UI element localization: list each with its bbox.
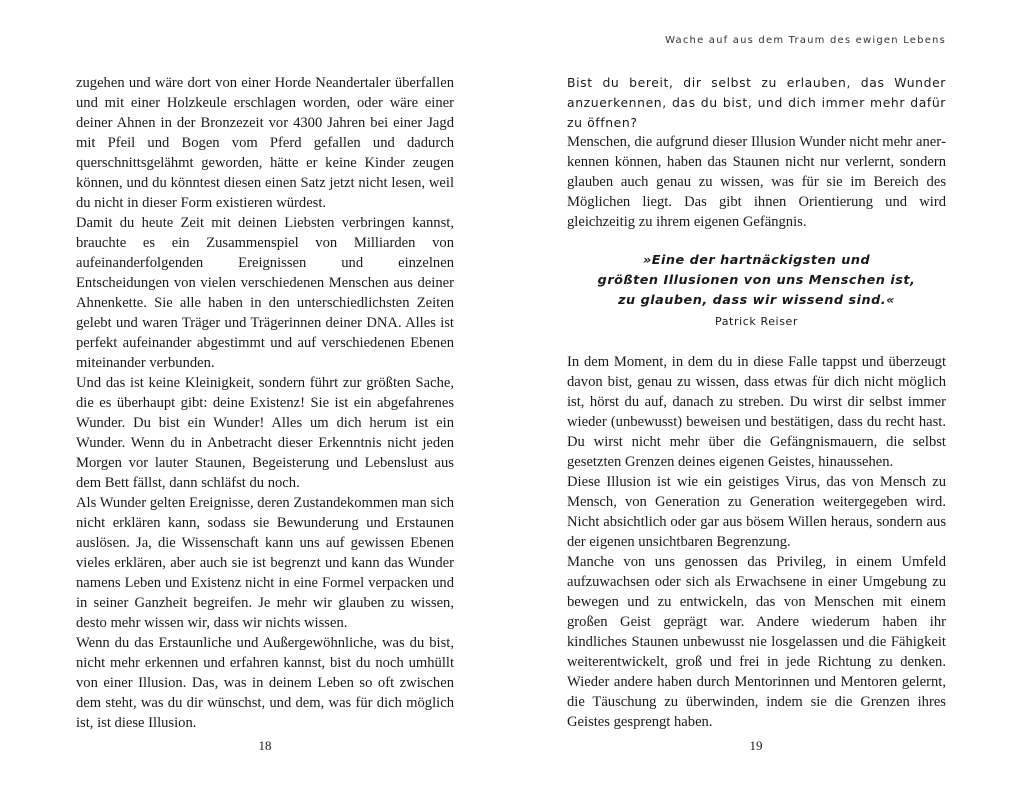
left-paragraph-2: Damit du heute Zeit mit deinen Liebsten verbringen kannst, brauchte es ein Zusammenspiel von Milliarden von aufeinanderfolgenden Ereignissen und einzelnen Entscheidungen von vielen verschiedenen Menschen aus deiner Ahnenkette. Sie alle haben in den unterschiedlichsten Zeiten gelebt und waren Träger und Trägerinnen deiner DNA. Alles ist perfekt aufeinander abgestimmt und auf verschiedenen Ebenen miteinander verbunden.	[76, 215, 454, 371]
left-page-body	[76, 73, 454, 733]
pull-quote	[567, 251, 946, 332]
right-page-number: 19	[749, 738, 763, 753]
quote-line-1: »Eine der hartnäckigsten und	[642, 253, 871, 268]
right-paragraph-3: Manche von uns genossen das Privileg, in einem Umfeld aufzuwachsen oder sich als Erwachsene in einer Umgebung zu bewegen und zu entwickeln, das von Menschen mit einem großen Geist geprägt war. Andere wiederum haben ihr kindliches Staunen unbewusst nie losgelassen und die Fähigkeit weiterentwickelt, groß und frei in jede Richtung zu denken. Wieder andere haben durch Mentorinnen und Mentoren gelernt, die Täuschung zu überwinden, indem sie die Grenzen ihres Geistes gesprengt haben.	[567, 554, 946, 730]
right-paragraph-1: In dem Moment, in dem du in diese Falle tappst und überzeugt davon bist, genau zu wissen, dass etwas für dich nicht möglich ist, hörst du auf, danach zu streben. Du wirst dir selbst immer wieder (unbewusst) beweisen und bestätigen, dass du recht hast. Du wirst nicht mehr über die Gefängnismauern, die selbst gesetzten Grenzen deines eigenen Geistes, hinaussehen.	[567, 354, 946, 470]
left-paragraph-4: Als Wunder gelten Ereignisse, deren Zustandekommen man sich nicht erklären kann, sodass sie Bewunderung und Erstaunen auslösen. Ja, die Wissenschaft kann uns auf gewissen Ebenen vieles erklären, aber auch sie ist begrenzt und kann das Wunder namens Leben und Existenz nicht in eine Formel verpacken und in seiner Ganzheit begreifen. Je mehr wir glauben zu wissen, desto mehr wissen wir, dass wir nichts wissen.	[76, 495, 454, 631]
right-paragraph-2: Diese Illusion ist wie ein geistiges Virus, das von Mensch zu Mensch, von Generation zu Generation weitergegeben wird. Nicht absichtlich oder gar aus bösem Willen heraus, sondern aus der eigenen unsichtbaren Begrenzung.	[567, 474, 946, 550]
left-page-number: 18	[258, 738, 272, 753]
quote-author: Patrick Reiser	[714, 315, 799, 328]
left-paragraph-3: Und das ist keine Kleinigkeit, sondern führt zur größten Sache, die es überhaupt gibt: deine Existenz! Sie ist ein abgefahrenes Wunder. Du bist ein Wunder! Alles um dich herum ist ein Wunder. Wenn du in Anbetracht dieser Erkenntnis nicht jeden Morgen vor lauter Staunen, Begeisterung und Lebenslust aus dem Bett fällst, dann schläfst du noch.	[76, 375, 454, 491]
left-paragraph-1: zugehen und wäre dort von einer Horde Neandertaler überfallen und mit einer Holzkeule erschlagen worden, oder wäre einer deiner Ahnen in der Bronzezeit vor 4300 Jahren bei einer Jagd mit Pfeil und Bogen vom Pferd gefallen und dadurch querschnittsgelähmt geworden, hätte er keine Kinder zeugen können, und du könntest diesen einen Satz jetzt nicht lesen, weil du nicht in dieser Form existieren würdest.	[76, 75, 454, 211]
right-page	[510, 0, 1020, 793]
running-header: Wache auf aus dem Traum des ewigen Lebens	[665, 35, 946, 46]
quote-line-2: größten Illusionen von uns Menschen ist,	[597, 273, 916, 288]
right-page-body	[567, 352, 946, 732]
intro-question: Bist du bereit, dir selbst zu erlauben, das Wunder anzuerkennen, das du bist, und dich immer mehr dafür zu öffnen?	[567, 75, 946, 130]
quote-line-3: zu glauben, dass wir wissend sind.«	[618, 293, 895, 308]
right-paragraph-intro: Menschen, die aufgrund dieser Illusion Wunder nicht mehr anerkennen können, haben das Staunen nicht nur verlernt, sondern glauben auch genau zu wissen, was für sie im Bereich des Möglichen liegt. Das gibt ihnen Orientierung und wird gleichzeitig zu ihrem eigenen Gefängnis.	[567, 134, 946, 230]
left-paragraph-5: Wenn du das Erstaunliche und Außergewöhnliche, was du bist, nicht mehr erkennen und erfahren kannst, bist du noch umhüllt von einer Illusion. Das, was in deinem Leben so oft zwischen dem steht, was du dir wünschst, und dem, was für dich möglich ist, ist diese Illusion.	[76, 635, 454, 731]
